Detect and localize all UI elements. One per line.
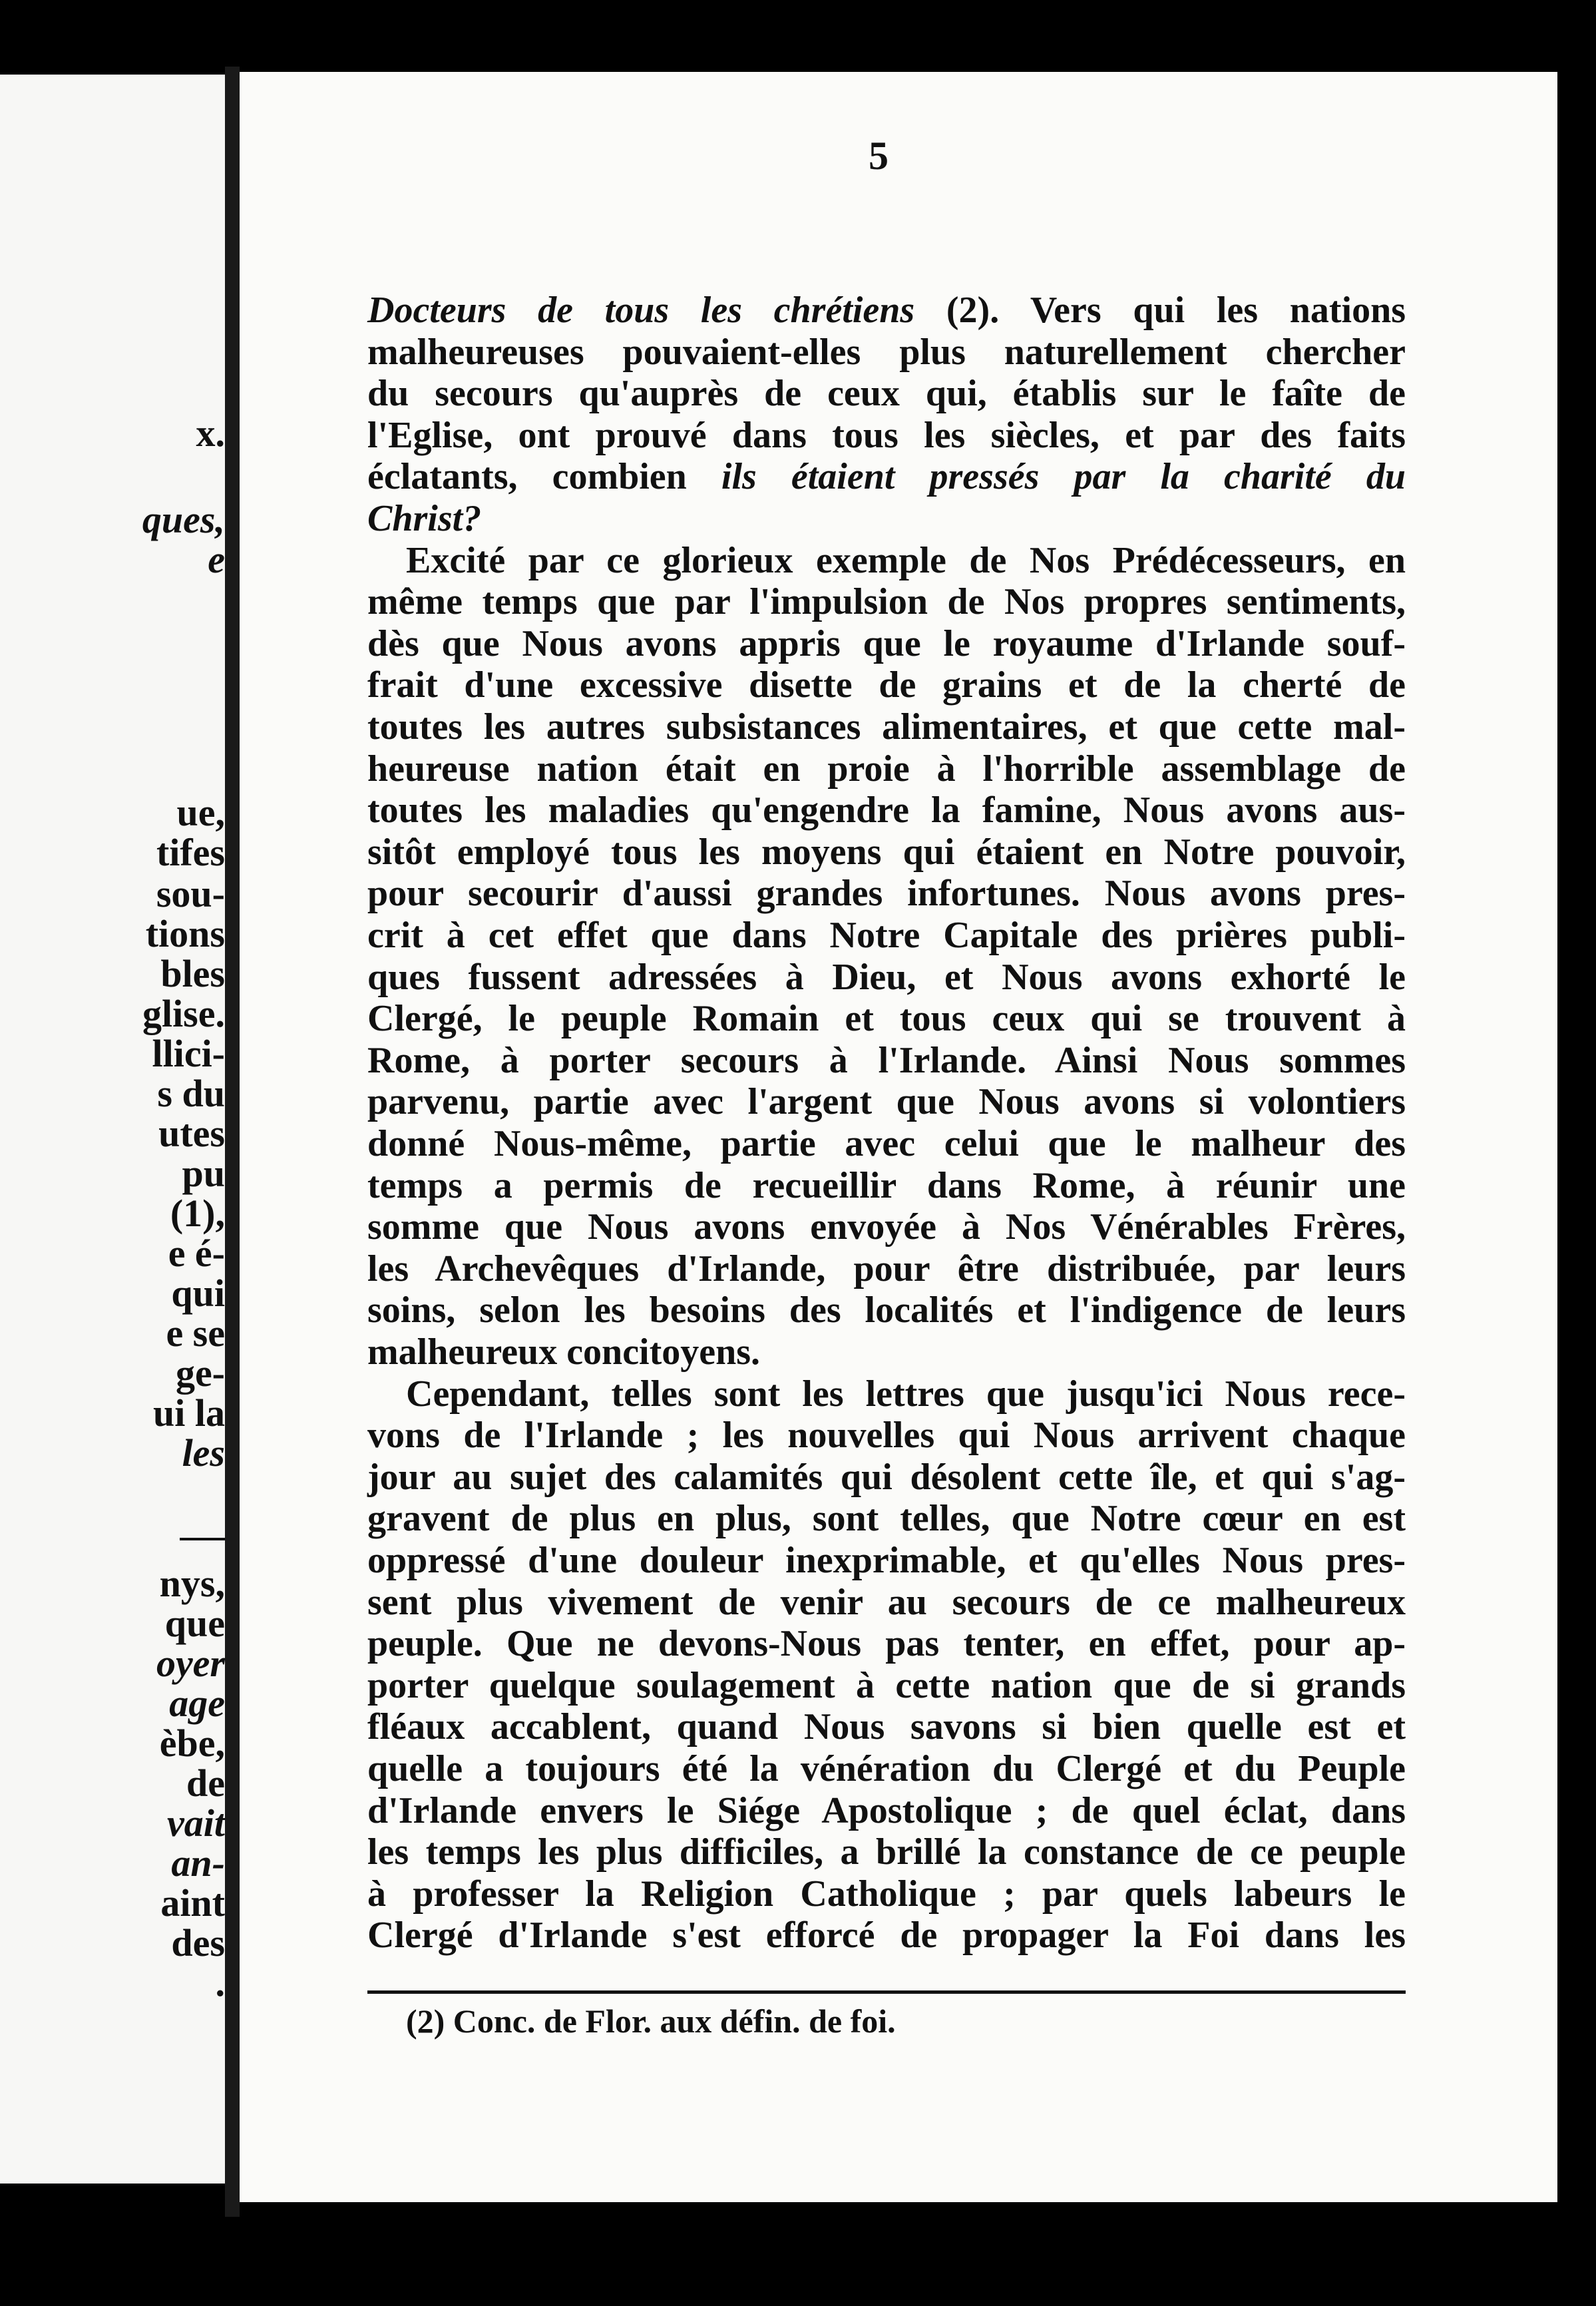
text-line <box>367 456 1406 497</box>
text-run: les temps les plus difficiles, a brillé la constance de ce peuple <box>367 1831 1406 1873</box>
text-line <box>367 332 1406 373</box>
text-line <box>367 1123 1406 1164</box>
text-run: Clergé d'Irlande s'est efforcé de propager la Foi dans les <box>367 1915 1406 1957</box>
text-line <box>367 1206 1406 1248</box>
text-line <box>367 1248 1406 1289</box>
left-page-line: nys, <box>159 1562 225 1605</box>
left-page-line: vait <box>167 1801 225 1845</box>
left-page-line: s du <box>157 1072 225 1115</box>
left-page-line: ui la <box>153 1391 225 1435</box>
text-run: du secours qu'auprès de ceux qui, établis sur le faîte de <box>367 373 1406 415</box>
left-page-line: e é- <box>168 1232 225 1275</box>
left-page-line: e se <box>166 1311 225 1355</box>
left-page-line: ue, <box>176 791 225 834</box>
text-run: éclatants, combien <box>367 456 721 498</box>
text-line <box>367 1665 1406 1706</box>
text-line <box>367 623 1406 664</box>
left-page-line: èbe, <box>159 1722 225 1765</box>
text-line <box>367 1831 1406 1873</box>
text-line <box>367 664 1406 706</box>
page-number: 5 <box>869 134 889 178</box>
text-line <box>406 540 1406 581</box>
text-line <box>367 1706 1406 1747</box>
text-run: somme que Nous avons envoyée à Nos Vénérables Frères, <box>367 1206 1406 1248</box>
book-gutter <box>225 67 240 2217</box>
text-run: d'Irlande envers le Siége Apostolique ; de quel éclat, dans <box>367 1789 1406 1831</box>
text-line <box>367 998 1406 1039</box>
left-page-line: pu <box>182 1152 225 1195</box>
text-run: heureuse nation était en proie à l'horrible assemblage de <box>367 748 1406 790</box>
left-page-fragment <box>0 75 225 2184</box>
text-run: oppressé d'une douleur inexprimable, et qu'elles Nous pres- <box>367 1540 1406 1581</box>
text-line <box>367 1498 1406 1539</box>
text-run: l'Eglise, ont prouvé dans tous les siècles, et par des faits <box>367 414 1406 456</box>
left-page-line: des <box>171 1921 225 1964</box>
left-page-line: x. <box>196 411 225 455</box>
text-run: porter quelque soulagement à cette nation que de si grands <box>367 1664 1406 1706</box>
text-run: gravent de plus en plus, sont telles, que Notre cœur en est <box>367 1498 1406 1540</box>
left-page-line: utes <box>158 1112 225 1155</box>
text-run: quelle a toujours été la vénération du Clergé et du Peuple <box>367 1748 1406 1789</box>
text-line <box>367 1623 1406 1664</box>
text-line <box>367 1040 1406 1081</box>
text-run: fléaux accablent, quand Nous savons si bien quelle est et <box>367 1706 1406 1748</box>
text-line <box>367 873 1406 914</box>
text-run: crit à cet effet que dans Notre Capitale des prières publi- <box>367 915 1406 956</box>
text-line <box>367 581 1406 622</box>
text-run: les Archevêques d'Irlande, pour être distribuée, par leurs <box>367 1248 1406 1289</box>
text-line <box>367 1081 1406 1122</box>
text-line <box>367 1415 1406 1456</box>
text-run: sitôt employé tous les moyens qui étaient en Notre pouvoir, <box>367 831 1406 873</box>
text-run: malheureuses pouvaient-elles plus naturellement chercher <box>367 331 1406 373</box>
text-line <box>367 957 1406 998</box>
left-page-rule <box>180 1538 225 1540</box>
left-page-line: e <box>208 538 225 581</box>
text-run: Rome, à porter secours à l'Irlande. Ainsi Nous sommes <box>367 1039 1406 1081</box>
text-line <box>367 290 1406 331</box>
left-page-line: qui <box>171 1271 225 1315</box>
text-line <box>367 748 1406 790</box>
left-page-line: les <box>182 1431 225 1475</box>
footnote-rule <box>367 1990 1406 1994</box>
left-page-line: . <box>215 1961 225 2004</box>
text-run: donné Nous-même, partie avec celui que le malheur des <box>367 1123 1406 1164</box>
text-line <box>367 1582 1406 1623</box>
text-run: temps a permis de recueillir dans Rome, à réunir une <box>367 1164 1406 1206</box>
text-line <box>367 1331 1406 1373</box>
text-run: toutes les autres subsistances alimentaires, et que cette mal- <box>367 706 1406 748</box>
text-run: Cependant, telles sont les lettres que jusqu'ici Nous rece- <box>406 1373 1406 1415</box>
text-run: frait d'une excessive disette de grains et de la cherté de <box>367 664 1406 706</box>
text-line <box>367 1915 1406 1956</box>
left-page-line: bles <box>160 952 225 995</box>
text-run: dès que Nous avons appris que le royaume d'Irlande souf- <box>367 622 1406 664</box>
text-line <box>367 831 1406 873</box>
left-page-line: tifes <box>156 831 225 874</box>
text-run: Docteurs de tous les chrétiens <box>367 290 915 331</box>
text-run: ils étaient pressés par la charité du <box>721 456 1406 498</box>
text-line <box>367 915 1406 956</box>
text-run: soins, selon les besoins des localités et l'indigence de leurs <box>367 1289 1406 1331</box>
text-run: ques fussent adressées à Dieu, et Nous avons exhorté le <box>367 956 1406 998</box>
text-line <box>367 1289 1406 1331</box>
text-line <box>367 706 1406 748</box>
text-run: toutes les maladies qu'engendre la famine, Nous avons aus- <box>367 790 1406 831</box>
left-page-line: age <box>169 1682 225 1725</box>
text-run: vons de l'Irlande ; les nouvelles qui Nous arrivent chaque <box>367 1415 1406 1457</box>
text-line <box>406 1373 1406 1415</box>
text-line <box>367 415 1406 456</box>
text-run: pour secourir d'aussi grandes infortunes. Nous avons pres- <box>367 873 1406 915</box>
text-run: à professer la Religion Catholique ; par quels labeurs le <box>367 1873 1406 1915</box>
left-page-line: sou- <box>156 872 225 915</box>
text-line <box>367 1873 1406 1915</box>
left-page-line: ques, <box>142 498 225 541</box>
text-line <box>367 1165 1406 1206</box>
left-page-line: de <box>186 1761 225 1805</box>
text-line <box>367 1748 1406 1789</box>
text-run: Christ? <box>367 498 482 539</box>
left-page-line: oyer <box>156 1642 225 1685</box>
text-line <box>367 373 1406 414</box>
text-run: sent plus vivement de venir au secours de ce malheureux <box>367 1581 1406 1623</box>
text-run: malheureux concitoyens. <box>367 1331 761 1373</box>
left-page-line: glise. <box>142 992 225 1035</box>
footnote: (2) Conc. de Flor. aux défin. de foi. <box>406 2002 896 2040</box>
left-page-line: an- <box>171 1841 225 1885</box>
left-page-line: que <box>164 1602 225 1645</box>
text-line <box>367 1540 1406 1581</box>
text-run: jour au sujet des calamités qui désolent cette île, et qui s'ag- <box>367 1456 1406 1498</box>
text-run: Excité par ce glorieux exemple de Nos Prédécesseurs, en <box>406 539 1406 581</box>
text-run: parvenu, partie avec l'argent que Nous avons si volontiers <box>367 1081 1406 1123</box>
text-run: Clergé, le peuple Romain et tous ceux qui se trouvent à <box>367 998 1406 1040</box>
text-run: même temps que par l'impulsion de Nos propres sentiments, <box>367 581 1406 623</box>
left-page-line: ge- <box>175 1351 225 1395</box>
text-line <box>367 790 1406 831</box>
text-line <box>367 1790 1406 1831</box>
text-run: (2). Vers qui les nations <box>914 290 1406 331</box>
text-run: peuple. Que ne devons-Nous pas tenter, en effet, pour ap- <box>367 1623 1406 1665</box>
left-page-line: tions <box>145 912 225 955</box>
left-page-line: (1), <box>170 1192 225 1235</box>
left-page-line: aint <box>160 1881 225 1925</box>
left-page-line: llici- <box>152 1032 225 1075</box>
text-line <box>367 498 1406 539</box>
text-line <box>367 1457 1406 1498</box>
